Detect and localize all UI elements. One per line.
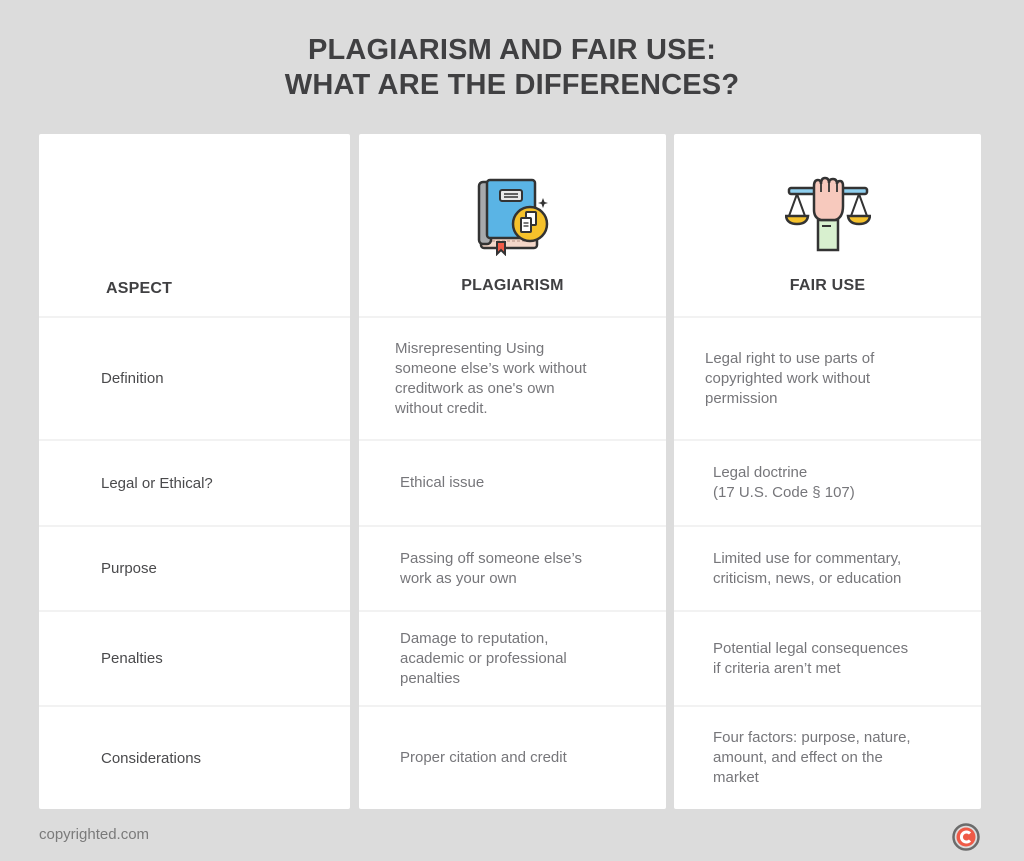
plagiarism-header-cell: [359, 134, 666, 318]
title-line-2: WHAT ARE THE DIFFERENCES?: [284, 69, 740, 101]
text-line: someone else’s work without: [395, 359, 587, 377]
source-link[interactable]: copyrighted.com: [39, 826, 150, 843]
fair-use-legal-ethical: [674, 463, 875, 503]
text-line: academic or professional: [400, 649, 567, 667]
copyright-logo-icon: [952, 823, 980, 851]
text-line: market: [713, 769, 759, 786]
plagiarism-cell: [359, 527, 666, 612]
title-line-1: PLAGIARISM AND FAIR USE:: [307, 34, 717, 66]
plagiarism-purpose: [359, 549, 602, 589]
book-document-icon: [475, 176, 551, 256]
aspect-column: [39, 134, 350, 809]
aspect-header-cell: [39, 134, 350, 318]
plagiarism-cell: [359, 441, 666, 527]
text-line: if criteria aren’t met: [713, 659, 841, 677]
text-line: work as your own: [400, 569, 517, 587]
aspect-cell: [39, 527, 350, 612]
fair-use-considerations: [674, 728, 931, 788]
text-line: copyrighted work without: [705, 369, 871, 387]
plagiarism-legal-ethical: [359, 473, 504, 493]
aspect-cell: [39, 612, 350, 707]
text-line: creditwork as one's own: [395, 379, 555, 397]
fair-use-cell: [674, 441, 981, 527]
text-line: Passing off someone else’s: [400, 549, 583, 567]
text-line: Limited use for commentary,: [713, 549, 902, 567]
text-line: Proper citation and credit: [400, 749, 567, 766]
aspect-header: ASPECT: [106, 280, 173, 297]
aspect-label: Considerations: [101, 749, 202, 767]
plagiarism-header: PLAGIARISM: [461, 277, 564, 294]
fair-use-penalties: [674, 639, 928, 679]
fair-use-definition: [674, 349, 894, 409]
plagiarism-column: [359, 134, 666, 809]
plagiarism-considerations: [359, 748, 587, 768]
text-line: Ethical issue: [400, 474, 485, 491]
plagiarism-definition: [359, 339, 606, 419]
text-line: Potential legal consequences: [713, 639, 909, 657]
text-line: amount, and effect on the: [713, 749, 883, 766]
fair-use-header-cell: [674, 134, 981, 318]
aspect-label: Definition: [101, 370, 164, 387]
fair-use-cell: [674, 612, 981, 707]
text-line: Legal right to use parts of: [705, 349, 875, 367]
fair-use-column: [674, 134, 981, 809]
plagiarism-cell: [359, 612, 666, 707]
fair-use-cell: [674, 527, 981, 612]
aspect-cell: [39, 707, 350, 809]
text-line: penalties: [400, 669, 461, 687]
aspect-label: Legal or Ethical?: [101, 474, 213, 492]
hand-scales-icon: [785, 176, 871, 252]
plagiarism-cell: [359, 318, 666, 441]
text-line: permission: [705, 389, 778, 407]
text-line: (17 U.S. Code § 107): [713, 484, 855, 501]
plagiarism-cell: [359, 707, 666, 809]
text-line: Misrepresenting Using: [395, 339, 545, 357]
fair-use-purpose: [674, 549, 921, 589]
aspect-cell: [39, 318, 350, 441]
text-line: Damage to reputation,: [400, 629, 549, 647]
fair-use-header: FAIR USE: [789, 277, 866, 294]
text-line: without credit.: [395, 399, 488, 417]
fair-use-cell: [674, 318, 981, 441]
fair-use-cell: [674, 707, 981, 809]
page-title: [0, 33, 1024, 103]
text-line: Four factors: purpose, nature,: [713, 729, 911, 746]
plagiarism-penalties: [359, 629, 587, 689]
text-line: Legal doctrine: [713, 464, 808, 481]
aspect-cell: [39, 441, 350, 527]
aspect-label: Purpose: [101, 560, 157, 577]
text-line: criticism, news, or education: [713, 569, 902, 587]
aspect-label: Penalties: [101, 650, 163, 667]
